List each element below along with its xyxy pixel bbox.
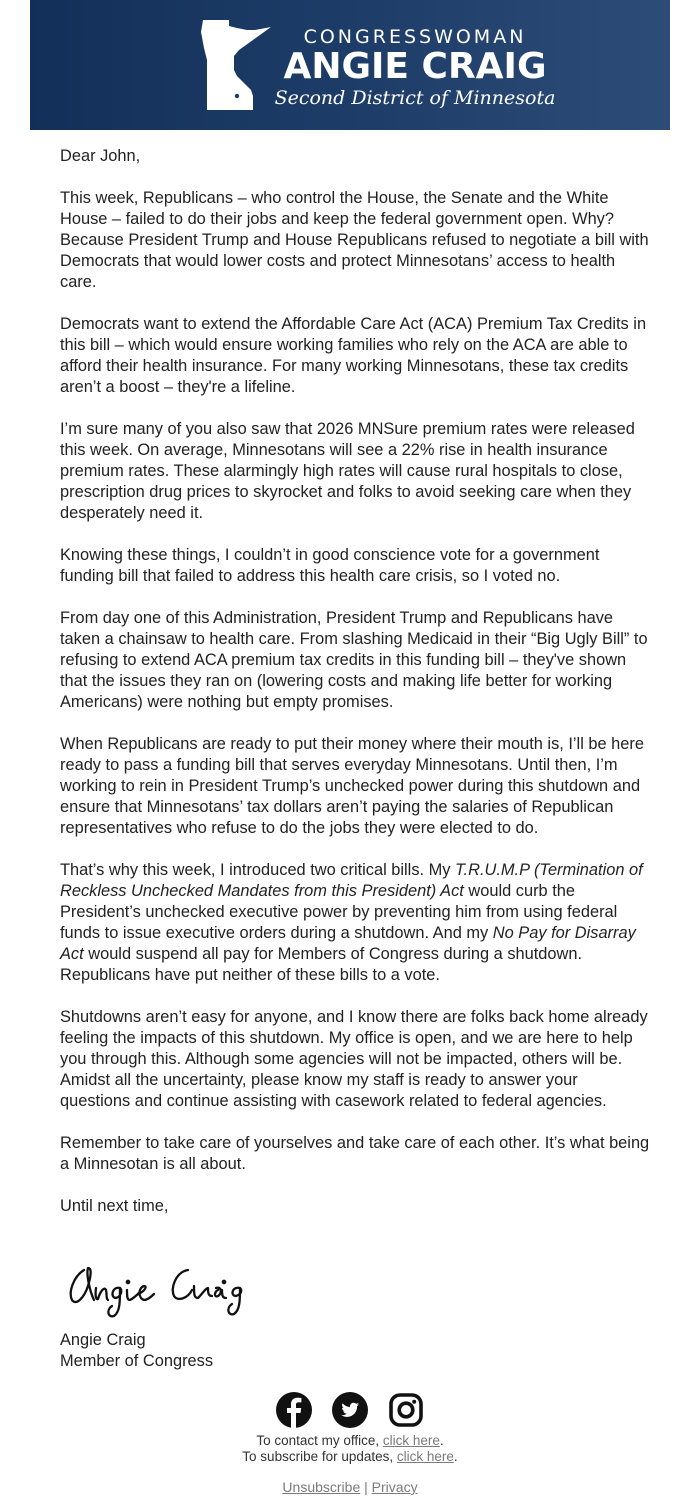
facebook-icon[interactable] [276,1392,312,1428]
contact-text: To contact my office, [256,1433,383,1448]
subscribe-line [0,1449,700,1465]
paragraph: When Republicans are ready to put their money where their mouth is, I’ll be here ready to pass a funding bill that serves everyday Minnesotans. Until then, I’m working to rein in President Trump’s unchecked power during this shutdown and ensure that Minnesotans’ tax dollars aren’t paying the salaries of Republican representatives who refuse to do the jobs they were elected to do. [60,735,644,837]
sender-name: Angie Craig [60,1331,146,1349]
letter-body [60,146,650,1217]
paragraph: This week, Republicans – who control the House, the Senate and the White House – failed to do their jobs and keep the federal government open. Why? Because President Trump and House Republicans refused to negotiate a bill with Democrats that would lower costs and protect Minnesotans’ access to health care. [60,189,649,291]
subscribe-period: . [453,1449,458,1464]
header-district: Second District of Minnesota [274,87,556,109]
header-congresswoman: CONGRESSWOMAN [303,26,527,48]
social-links [0,1392,700,1428]
no-pay-act-title: No Pay for Disarray Act [60,924,636,963]
header-name: ANGIE CRAIG [283,46,547,87]
paragraph: From day one of this Administration, President Trump and Republicans have taken a chainsaw to health care. From slashing Medicaid in their “Big Ugly Bill” to refusing to extend ACA premium tax credits in this funding bill – they've shown that the issues they ran on (lowering costs and making life better for working Americans) were nothing but empty promises. [60,609,648,711]
unsubscribe-link[interactable]: Unsubscribe [282,1479,361,1495]
minnesota-map-icon [193,18,275,112]
paragraph: Shutdowns aren’t easy for anyone, and I know there are folks back home already feeling the impacts of this shutdown. My office is open, and we are here to help you through this. Although some agencies will not be impacted, others will be. Amidst all the uncertainty, please know my staff is ready to answer your questions and continue assisting with casework related to federal agencies. [60,1008,648,1110]
sender-block [60,1330,213,1372]
legal-separator: | [360,1479,372,1495]
header-banner [30,0,670,130]
contact-line [0,1433,700,1449]
header-title-block [270,26,560,110]
contact-link[interactable]: click here [382,1433,440,1448]
salutation: Dear John, [60,147,141,165]
sender-title: Member of Congress [60,1352,214,1370]
instagram-icon[interactable] [388,1392,424,1428]
contact-period: . [439,1433,444,1448]
privacy-link[interactable]: Privacy [371,1479,418,1495]
closing: Until next time, [60,1197,169,1215]
paragraph: Remember to take care of yourselves and take care of each other. It’s what being a Minnesotan is all about. [60,1134,650,1173]
handwritten-signature [64,1262,254,1320]
twitter-icon[interactable] [332,1392,368,1428]
paragraph-bills [60,860,650,986]
paragraph-text: would curb the President’s unchecked executive power by preventing him from using federal funds to issue executive orders during a shutdown. And my [60,882,618,942]
paragraph-text: would suspend all pay for Members of Congress during a shutdown. Republicans have put neither of these bills to a vote. [60,945,583,984]
paragraph-text: That’s why this week, I introduced two critical bills. My [60,861,456,879]
legal-links [0,1479,700,1496]
paragraph: Knowing these things, I couldn’t in good conscience vote for a government funding bill that failed to address this health care crisis, so I voted no. [60,546,600,585]
subscribe-link[interactable]: click here [396,1449,454,1464]
paragraph: Democrats want to extend the Affordable Care Act (ACA) Premium Tax Credits in this bill – which would ensure working families who rely on the ACA are able to afford their health insurance. For many working Minnesotans, these tax credits aren’t a boost – they're a lifeline. [60,315,647,396]
subscribe-text: To subscribe for updates, [242,1449,397,1464]
trump-act-title: T.R.U.M.P (Termination of Reckless Unchecked Mandates from this President) Act [60,861,643,900]
paragraph: I’m sure many of you also saw that 2026 MNSure premium rates were released this week. On average, Minnesotans will see a 22% rise in health insurance premium rates. These alarmingly high rates will cause rural hospitals to close, prescription drug prices to skyrocket and folks to avoid seeking care when they desperately need it. [60,420,635,522]
